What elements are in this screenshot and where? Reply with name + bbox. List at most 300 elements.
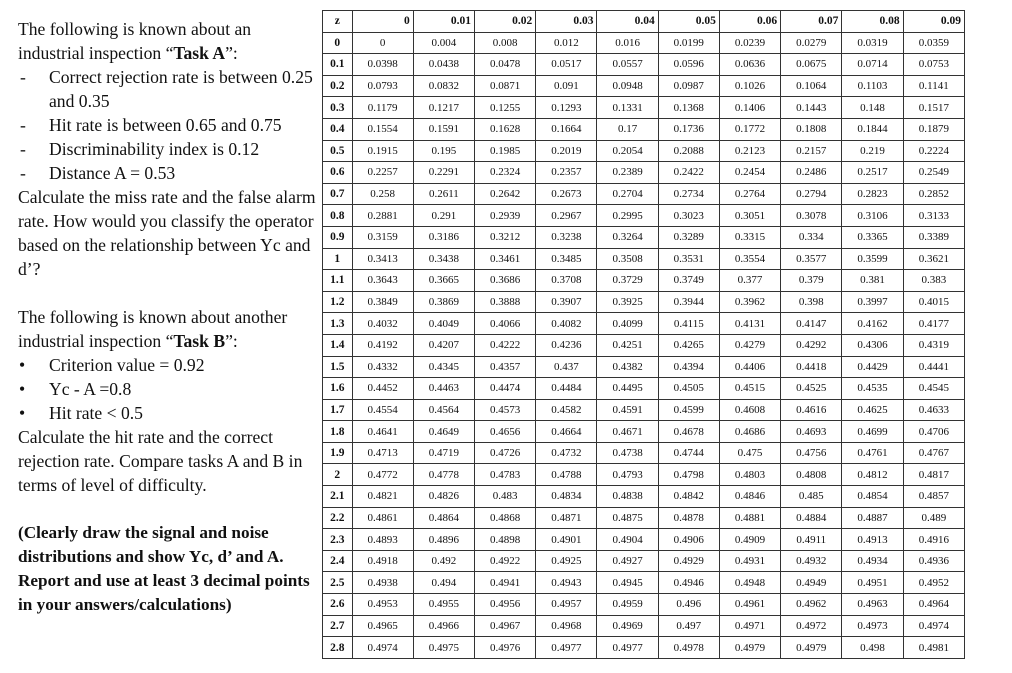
table-cell: 0.4871 bbox=[536, 507, 597, 529]
table-cell: 0.3078 bbox=[781, 205, 842, 227]
table-cell: 0.4738 bbox=[597, 442, 658, 464]
table-cell: 0.4964 bbox=[903, 594, 964, 616]
table-cell: 0.1255 bbox=[474, 97, 535, 119]
table-cell: 0.4887 bbox=[842, 507, 903, 529]
table-cell: 0.4082 bbox=[536, 313, 597, 335]
table-cell: 0.1554 bbox=[352, 118, 413, 140]
table-cell: 0.4812 bbox=[842, 464, 903, 486]
table-cell: 0.1772 bbox=[719, 118, 780, 140]
task-b-item: • Yc - A =0.8 bbox=[18, 377, 316, 401]
row-header-z: 1.3 bbox=[323, 313, 353, 335]
table-cell: 0.4896 bbox=[413, 529, 474, 551]
table-cell: 0.4977 bbox=[597, 637, 658, 659]
table-cell: 0.4332 bbox=[352, 356, 413, 378]
table-cell: 0.4949 bbox=[781, 572, 842, 594]
table-cell: 0.4726 bbox=[474, 442, 535, 464]
table-cell: 0.1844 bbox=[842, 118, 903, 140]
table-cell: 0.219 bbox=[842, 140, 903, 162]
column-header: 0.03 bbox=[536, 11, 597, 33]
table-cell: 0.4554 bbox=[352, 399, 413, 421]
table-cell: 0.2734 bbox=[658, 183, 719, 205]
table-cell: 0.3389 bbox=[903, 226, 964, 248]
task-a-item: - Discriminability index is 0.12 bbox=[18, 137, 316, 161]
table-cell: 0.4838 bbox=[597, 486, 658, 508]
table-cell: 0.1331 bbox=[597, 97, 658, 119]
table-cell: 0.4292 bbox=[781, 334, 842, 356]
column-header: 0 bbox=[352, 11, 413, 33]
table-row bbox=[323, 248, 965, 270]
table-cell: 0.4573 bbox=[474, 399, 535, 421]
table-cell: 0.4693 bbox=[781, 421, 842, 443]
table-cell: 0.4951 bbox=[842, 572, 903, 594]
table-cell: 0.2486 bbox=[781, 162, 842, 184]
table-cell: 0.498 bbox=[842, 637, 903, 659]
table-cell: 0.4979 bbox=[781, 637, 842, 659]
table-cell: 0.2881 bbox=[352, 205, 413, 227]
table-cell: 0.4515 bbox=[719, 378, 780, 400]
table-cell: 0.1103 bbox=[842, 75, 903, 97]
table-cell: 0.0199 bbox=[658, 32, 719, 54]
table-row bbox=[323, 572, 965, 594]
table-cell: 0.2454 bbox=[719, 162, 780, 184]
table-row bbox=[323, 75, 965, 97]
column-header: 0.06 bbox=[719, 11, 780, 33]
row-header-z: 0.4 bbox=[323, 118, 353, 140]
table-row bbox=[323, 421, 965, 443]
table-cell: 0.4761 bbox=[842, 442, 903, 464]
table-cell: 0.2291 bbox=[413, 162, 474, 184]
table-cell: 0.4962 bbox=[781, 594, 842, 616]
table-cell: 0.4463 bbox=[413, 378, 474, 400]
table-cell: 0.4941 bbox=[474, 572, 535, 594]
table-cell: 0.3438 bbox=[413, 248, 474, 270]
row-header-z: 0.3 bbox=[323, 97, 353, 119]
table-cell: 0.2123 bbox=[719, 140, 780, 162]
task-a-item: - Distance A = 0.53 bbox=[18, 161, 316, 185]
table-cell: 0.4177 bbox=[903, 313, 964, 335]
table-cell: 0.4382 bbox=[597, 356, 658, 378]
table-cell: 0.485 bbox=[781, 486, 842, 508]
table-cell: 0.4049 bbox=[413, 313, 474, 335]
table-cell: 0.291 bbox=[413, 205, 474, 227]
table-cell: 0.0398 bbox=[352, 54, 413, 76]
task-b-label: Task B bbox=[173, 331, 226, 351]
table-cell: 0.2324 bbox=[474, 162, 535, 184]
table-cell: 0.4147 bbox=[781, 313, 842, 335]
table-row bbox=[323, 183, 965, 205]
table-cell: 0.0438 bbox=[413, 54, 474, 76]
table-cell: 0.0871 bbox=[474, 75, 535, 97]
task-b-list bbox=[18, 353, 316, 425]
table-cell: 0.3599 bbox=[842, 248, 903, 270]
table-cell: 0.3212 bbox=[474, 226, 535, 248]
table-cell: 0.2357 bbox=[536, 162, 597, 184]
task-b-question: Calculate the hit rate and the correct rejection rate. Compare tasks A and B in terms of level of difficulty. bbox=[18, 427, 303, 495]
row-header-z: 0.7 bbox=[323, 183, 353, 205]
task-b-intro-end: ”: bbox=[225, 331, 238, 351]
row-header-z: 1.7 bbox=[323, 399, 353, 421]
table-cell: 0.2054 bbox=[597, 140, 658, 162]
z-table bbox=[322, 10, 965, 659]
table-cell: 0.379 bbox=[781, 270, 842, 292]
table-row bbox=[323, 550, 965, 572]
table-cell: 0.4783 bbox=[474, 464, 535, 486]
table-cell: 0.1879 bbox=[903, 118, 964, 140]
table-cell: 0.0793 bbox=[352, 75, 413, 97]
table-cell: 0.1217 bbox=[413, 97, 474, 119]
table-cell: 0.4495 bbox=[597, 378, 658, 400]
table-cell: 0.4788 bbox=[536, 464, 597, 486]
table-cell: 0.1985 bbox=[474, 140, 535, 162]
table-cell: 0.3888 bbox=[474, 291, 535, 313]
table-cell: 0.4767 bbox=[903, 442, 964, 464]
table-cell: 0.4966 bbox=[413, 615, 474, 637]
table-row bbox=[323, 313, 965, 335]
table-cell: 0.497 bbox=[658, 615, 719, 637]
table-cell: 0.2673 bbox=[536, 183, 597, 205]
row-header-z: 2.3 bbox=[323, 529, 353, 551]
table-cell: 0.4929 bbox=[658, 550, 719, 572]
table-row bbox=[323, 97, 965, 119]
table-cell: 0.4505 bbox=[658, 378, 719, 400]
table-cell: 0.4976 bbox=[474, 637, 535, 659]
table-cell: 0.012 bbox=[536, 32, 597, 54]
table-cell: 0.1026 bbox=[719, 75, 780, 97]
table-cell: 0.4772 bbox=[352, 464, 413, 486]
table-cell: 0.4972 bbox=[781, 615, 842, 637]
row-header-z: 1.1 bbox=[323, 270, 353, 292]
table-row bbox=[323, 356, 965, 378]
table-cell: 0.4969 bbox=[597, 615, 658, 637]
table-cell: 0.3962 bbox=[719, 291, 780, 313]
table-cell: 0.3289 bbox=[658, 226, 719, 248]
table-cell: 0.475 bbox=[719, 442, 780, 464]
table-cell: 0.483 bbox=[474, 486, 535, 508]
column-header: 0.08 bbox=[842, 11, 903, 33]
table-cell: 0.4357 bbox=[474, 356, 535, 378]
table-cell: 0.4963 bbox=[842, 594, 903, 616]
table-cell: 0.3413 bbox=[352, 248, 413, 270]
table-cell: 0.0675 bbox=[781, 54, 842, 76]
row-header-z: 2.6 bbox=[323, 594, 353, 616]
table-cell: 0.4864 bbox=[413, 507, 474, 529]
table-cell: 0.4664 bbox=[536, 421, 597, 443]
table-cell: 0.4394 bbox=[658, 356, 719, 378]
table-cell: 0.4452 bbox=[352, 378, 413, 400]
table-cell: 0.2611 bbox=[413, 183, 474, 205]
row-header-z: 1.6 bbox=[323, 378, 353, 400]
table-cell: 0.4878 bbox=[658, 507, 719, 529]
table-cell: 0.4633 bbox=[903, 399, 964, 421]
table-cell: 0.4943 bbox=[536, 572, 597, 594]
table-cell: 0.258 bbox=[352, 183, 413, 205]
table-cell: 0.4778 bbox=[413, 464, 474, 486]
column-header: 0.05 bbox=[658, 11, 719, 33]
table-row bbox=[323, 594, 965, 616]
table-cell: 0.4582 bbox=[536, 399, 597, 421]
table-cell: 0.3238 bbox=[536, 226, 597, 248]
table-cell: 0.0478 bbox=[474, 54, 535, 76]
table-cell: 0.4898 bbox=[474, 529, 535, 551]
table-cell: 0.4265 bbox=[658, 334, 719, 356]
table-cell: 0.4535 bbox=[842, 378, 903, 400]
task-a-item: - Hit rate is between 0.65 and 0.75 bbox=[18, 113, 316, 137]
row-header-z: 1.9 bbox=[323, 442, 353, 464]
table-cell: 0.4854 bbox=[842, 486, 903, 508]
task-a-list bbox=[18, 65, 316, 185]
table-cell: 0.4975 bbox=[413, 637, 474, 659]
table-cell: 0.0279 bbox=[781, 32, 842, 54]
table-cell: 0.4808 bbox=[781, 464, 842, 486]
table-cell: 0.3665 bbox=[413, 270, 474, 292]
table-cell: 0.4952 bbox=[903, 572, 964, 594]
table-cell: 0.2257 bbox=[352, 162, 413, 184]
table-cell: 0.1179 bbox=[352, 97, 413, 119]
table-cell: 0.2939 bbox=[474, 205, 535, 227]
table-cell: 0.4913 bbox=[842, 529, 903, 551]
table-cell: 0.4959 bbox=[597, 594, 658, 616]
table-cell: 0.4875 bbox=[597, 507, 658, 529]
table-cell: 0.0832 bbox=[413, 75, 474, 97]
table-cell: 0.3023 bbox=[658, 205, 719, 227]
table-cell: 0.4931 bbox=[719, 550, 780, 572]
table-cell: 0.4719 bbox=[413, 442, 474, 464]
table-cell: 0.2823 bbox=[842, 183, 903, 205]
table-cell: 0.4842 bbox=[658, 486, 719, 508]
table-cell: 0.4115 bbox=[658, 313, 719, 335]
table-cell: 0.4525 bbox=[781, 378, 842, 400]
table-cell: 0.1293 bbox=[536, 97, 597, 119]
table-cell: 0.4744 bbox=[658, 442, 719, 464]
table-cell: 0.3133 bbox=[903, 205, 964, 227]
column-header: 0.02 bbox=[474, 11, 535, 33]
table-cell: 0.4953 bbox=[352, 594, 413, 616]
task-b-intro bbox=[18, 305, 316, 353]
table-cell: 0.4974 bbox=[903, 615, 964, 637]
table-cell: 0.2019 bbox=[536, 140, 597, 162]
table-cell: 0.4868 bbox=[474, 507, 535, 529]
table-cell: 0.091 bbox=[536, 75, 597, 97]
table-cell: 0.3849 bbox=[352, 291, 413, 313]
table-cell: 0.3159 bbox=[352, 226, 413, 248]
task-b-item: • Criterion value = 0.92 bbox=[18, 353, 316, 377]
table-cell: 0.4946 bbox=[658, 572, 719, 594]
table-cell: 0.4418 bbox=[781, 356, 842, 378]
table-cell: 0.4192 bbox=[352, 334, 413, 356]
table-cell: 0.4893 bbox=[352, 529, 413, 551]
table-cell: 0.4616 bbox=[781, 399, 842, 421]
table-cell: 0.0557 bbox=[597, 54, 658, 76]
table-cell: 0.4798 bbox=[658, 464, 719, 486]
table-cell: 0.4131 bbox=[719, 313, 780, 335]
instruction-note: (Clearly draw the signal and noise distributions and show Yc, d’ and A. Report and use at least 3 decimal points in your answers/calculations) bbox=[18, 523, 310, 614]
table-cell: 0.4641 bbox=[352, 421, 413, 443]
table-cell: 0.4207 bbox=[413, 334, 474, 356]
table-cell: 0.4925 bbox=[536, 550, 597, 572]
table-cell: 0.4979 bbox=[719, 637, 780, 659]
row-header-z: 2.8 bbox=[323, 637, 353, 659]
table-cell: 0.2764 bbox=[719, 183, 780, 205]
table-cell: 0.004 bbox=[413, 32, 474, 54]
table-cell: 0.4945 bbox=[597, 572, 658, 594]
task-a-intro bbox=[18, 17, 316, 65]
table-cell: 0.3944 bbox=[658, 291, 719, 313]
table-cell: 0.2422 bbox=[658, 162, 719, 184]
table-cell: 0.4441 bbox=[903, 356, 964, 378]
table-cell: 0.4756 bbox=[781, 442, 842, 464]
row-header-z: 0.5 bbox=[323, 140, 353, 162]
table-cell: 0.4956 bbox=[474, 594, 535, 616]
table-cell: 0.4032 bbox=[352, 313, 413, 335]
table-row bbox=[323, 529, 965, 551]
task-b-intro-text: The following is known about another industrial inspection “ bbox=[18, 307, 288, 351]
table-cell: 0.4564 bbox=[413, 399, 474, 421]
table-cell: 0.0239 bbox=[719, 32, 780, 54]
table-cell: 0.4671 bbox=[597, 421, 658, 443]
table-cell: 0.4978 bbox=[658, 637, 719, 659]
table-row bbox=[323, 270, 965, 292]
table-cell: 0.1628 bbox=[474, 118, 535, 140]
row-header-z: 0 bbox=[323, 32, 353, 54]
task-a-intro-end: ”: bbox=[225, 43, 238, 63]
table-row bbox=[323, 378, 965, 400]
task-a-label: Task A bbox=[173, 43, 226, 63]
table-cell: 0.437 bbox=[536, 356, 597, 378]
task-a-intro-text: The following is known about an industrial inspection “ bbox=[18, 19, 252, 63]
table-cell: 0.4906 bbox=[658, 529, 719, 551]
table-cell: 0.3365 bbox=[842, 226, 903, 248]
table-cell: 0.0636 bbox=[719, 54, 780, 76]
table-cell: 0.016 bbox=[597, 32, 658, 54]
table-cell: 0.0596 bbox=[658, 54, 719, 76]
table-cell: 0.0319 bbox=[842, 32, 903, 54]
table-row bbox=[323, 615, 965, 637]
table-cell: 0.381 bbox=[842, 270, 903, 292]
table-cell: 0.2549 bbox=[903, 162, 964, 184]
table-row bbox=[323, 205, 965, 227]
table-cell: 0.0517 bbox=[536, 54, 597, 76]
table-cell: 0.3729 bbox=[597, 270, 658, 292]
z-table-container bbox=[322, 10, 965, 659]
row-header-z: 2.1 bbox=[323, 486, 353, 508]
table-cell: 0.4474 bbox=[474, 378, 535, 400]
table-cell: 0.2642 bbox=[474, 183, 535, 205]
task-a-question: Calculate the miss rate and the false alarm rate. How would you classify the operator based on the relationship between Yc and d’? bbox=[18, 187, 316, 279]
row-header-z: 2.2 bbox=[323, 507, 353, 529]
table-cell: 0.2517 bbox=[842, 162, 903, 184]
table-cell: 0.2224 bbox=[903, 140, 964, 162]
table-cell: 0.3577 bbox=[781, 248, 842, 270]
table-cell: 0.4967 bbox=[474, 615, 535, 637]
column-header: 0.09 bbox=[903, 11, 964, 33]
table-cell: 0.4279 bbox=[719, 334, 780, 356]
table-cell: 0.4977 bbox=[536, 637, 597, 659]
table-cell: 0.4957 bbox=[536, 594, 597, 616]
row-header-z: 0.2 bbox=[323, 75, 353, 97]
table-cell: 0.2704 bbox=[597, 183, 658, 205]
table-cell: 0.3621 bbox=[903, 248, 964, 270]
table-cell: 0.4732 bbox=[536, 442, 597, 464]
table-cell: 0.2157 bbox=[781, 140, 842, 162]
table-cell: 0.3643 bbox=[352, 270, 413, 292]
table-cell: 0.4916 bbox=[903, 529, 964, 551]
table-row bbox=[323, 32, 965, 54]
table-cell: 0.4932 bbox=[781, 550, 842, 572]
table-cell: 0.4955 bbox=[413, 594, 474, 616]
column-header: 0.04 bbox=[597, 11, 658, 33]
row-header-z: 1.5 bbox=[323, 356, 353, 378]
table-cell: 0.4861 bbox=[352, 507, 413, 529]
row-header-z: 0.1 bbox=[323, 54, 353, 76]
table-cell: 0.4936 bbox=[903, 550, 964, 572]
table-cell: 0.2794 bbox=[781, 183, 842, 205]
table-cell: 0.4948 bbox=[719, 572, 780, 594]
table-cell: 0.2389 bbox=[597, 162, 658, 184]
table-cell: 0.4236 bbox=[536, 334, 597, 356]
table-cell: 0.4793 bbox=[597, 464, 658, 486]
table-cell: 0.4713 bbox=[352, 442, 413, 464]
table-cell: 0.3708 bbox=[536, 270, 597, 292]
table-cell: 0.4015 bbox=[903, 291, 964, 313]
table-cell: 0.4938 bbox=[352, 572, 413, 594]
table-cell: 0.0987 bbox=[658, 75, 719, 97]
table-cell: 0.3554 bbox=[719, 248, 780, 270]
table-cell: 0.4099 bbox=[597, 313, 658, 335]
table-cell: 0.4406 bbox=[719, 356, 780, 378]
row-header-z: 1 bbox=[323, 248, 353, 270]
row-header-z: 1.2 bbox=[323, 291, 353, 313]
spacer bbox=[18, 281, 316, 305]
table-cell: 0.4821 bbox=[352, 486, 413, 508]
table-row bbox=[323, 334, 965, 356]
table-cell: 0.1141 bbox=[903, 75, 964, 97]
row-header-z: 2.7 bbox=[323, 615, 353, 637]
row-header-z: 1.4 bbox=[323, 334, 353, 356]
table-cell: 0.4625 bbox=[842, 399, 903, 421]
table-row bbox=[323, 54, 965, 76]
table-cell: 0.195 bbox=[413, 140, 474, 162]
table-cell: 0.4686 bbox=[719, 421, 780, 443]
table-cell: 0.4699 bbox=[842, 421, 903, 443]
table-row bbox=[323, 486, 965, 508]
question-text-panel bbox=[18, 17, 316, 617]
table-cell: 0.4319 bbox=[903, 334, 964, 356]
table-cell: 0.4961 bbox=[719, 594, 780, 616]
table-cell: 0 bbox=[352, 32, 413, 54]
table-cell: 0.489 bbox=[903, 507, 964, 529]
table-cell: 0.4803 bbox=[719, 464, 780, 486]
table-cell: 0.3907 bbox=[536, 291, 597, 313]
table-cell: 0.4484 bbox=[536, 378, 597, 400]
row-header-z: 0.8 bbox=[323, 205, 353, 227]
table-cell: 0.0753 bbox=[903, 54, 964, 76]
row-header-z: 0.6 bbox=[323, 162, 353, 184]
table-cell: 0.4846 bbox=[719, 486, 780, 508]
table-row bbox=[323, 399, 965, 421]
table-cell: 0.4656 bbox=[474, 421, 535, 443]
task-a-item: - Correct rejection rate is between 0.25 and 0.35 bbox=[18, 65, 316, 113]
table-cell: 0.4918 bbox=[352, 550, 413, 572]
table-cell: 0.1064 bbox=[781, 75, 842, 97]
table-cell: 0.1808 bbox=[781, 118, 842, 140]
table-cell: 0.334 bbox=[781, 226, 842, 248]
task-b-item: • Hit rate < 0.5 bbox=[18, 401, 316, 425]
table-cell: 0.4817 bbox=[903, 464, 964, 486]
table-cell: 0.377 bbox=[719, 270, 780, 292]
table-row bbox=[323, 118, 965, 140]
row-header-z: 2.5 bbox=[323, 572, 353, 594]
table-cell: 0.17 bbox=[597, 118, 658, 140]
